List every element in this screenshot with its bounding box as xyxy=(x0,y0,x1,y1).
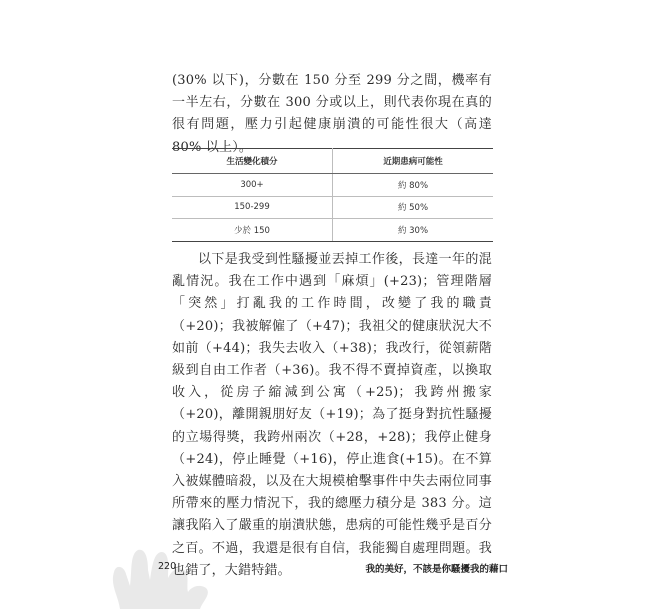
running-title: 我的美好，不該是你騷擾我的藉口 xyxy=(365,564,508,575)
page-number: 220 xyxy=(158,561,177,572)
table-row xyxy=(172,174,493,197)
probability-cell: 約 30% xyxy=(333,219,494,242)
body-paragraph: 以下是我受到性騷擾並丟掉工作後，長達一年的混亂情況。我在工作中遇到「麻煩」(+23)；管理階層「突然」打亂我的工作時間，改變了我的職責（+20)；我被解僱了（+47)；我祖父的健康狀況大不如前（+44)；我失去收入（+38)；我改行，從領薪階級到自由工作者（+36)。我不得不賣掉資產，以換取收入，從房子縮減到公寓（+25)；我跨州搬家（+20)，離開親朋好友（+19)；為了挺身對抗性騷擾的立場得獎，我跨州兩次（+28，+28)；我停止健身（+24)，停止睡覺（+16)，停止進食(+15)。在不算入被媒體暗殺，以及在大規模槍擊事件中失去兩位同事所帶來的壓力情況下，我的總壓力積分是 383 分。這讓我陷入了嚴重的崩潰狀態，患病的可能性幾乎是百分之百。不過，我還是很有自信，我能獨自處理問題。我也錯了，大錯特錯。 xyxy=(172,252,492,578)
table-row xyxy=(172,219,493,242)
score-cell: 少於 150 xyxy=(172,219,333,242)
header-illness-probability: 近期患病可能性 xyxy=(333,149,494,174)
header-life-change-score: 生活變化積分 xyxy=(172,149,333,174)
table-header-row xyxy=(172,149,493,174)
intro-paragraph: (30% 以下)，分數在 150 分至 299 分之間，機率有一半左右，分數在 300 分或以上，則代表你現在真的很有問題，壓力引起健康崩潰的可能性很大（高達 80% 以上）。 xyxy=(172,73,492,155)
score-cell: 150-299 xyxy=(172,196,333,219)
score-cell: 300+ xyxy=(172,174,333,197)
table-row xyxy=(172,196,493,219)
stress-score-table xyxy=(172,148,493,242)
probability-cell: 約 80% xyxy=(333,174,494,197)
probability-cell: 約 50% xyxy=(333,196,494,219)
